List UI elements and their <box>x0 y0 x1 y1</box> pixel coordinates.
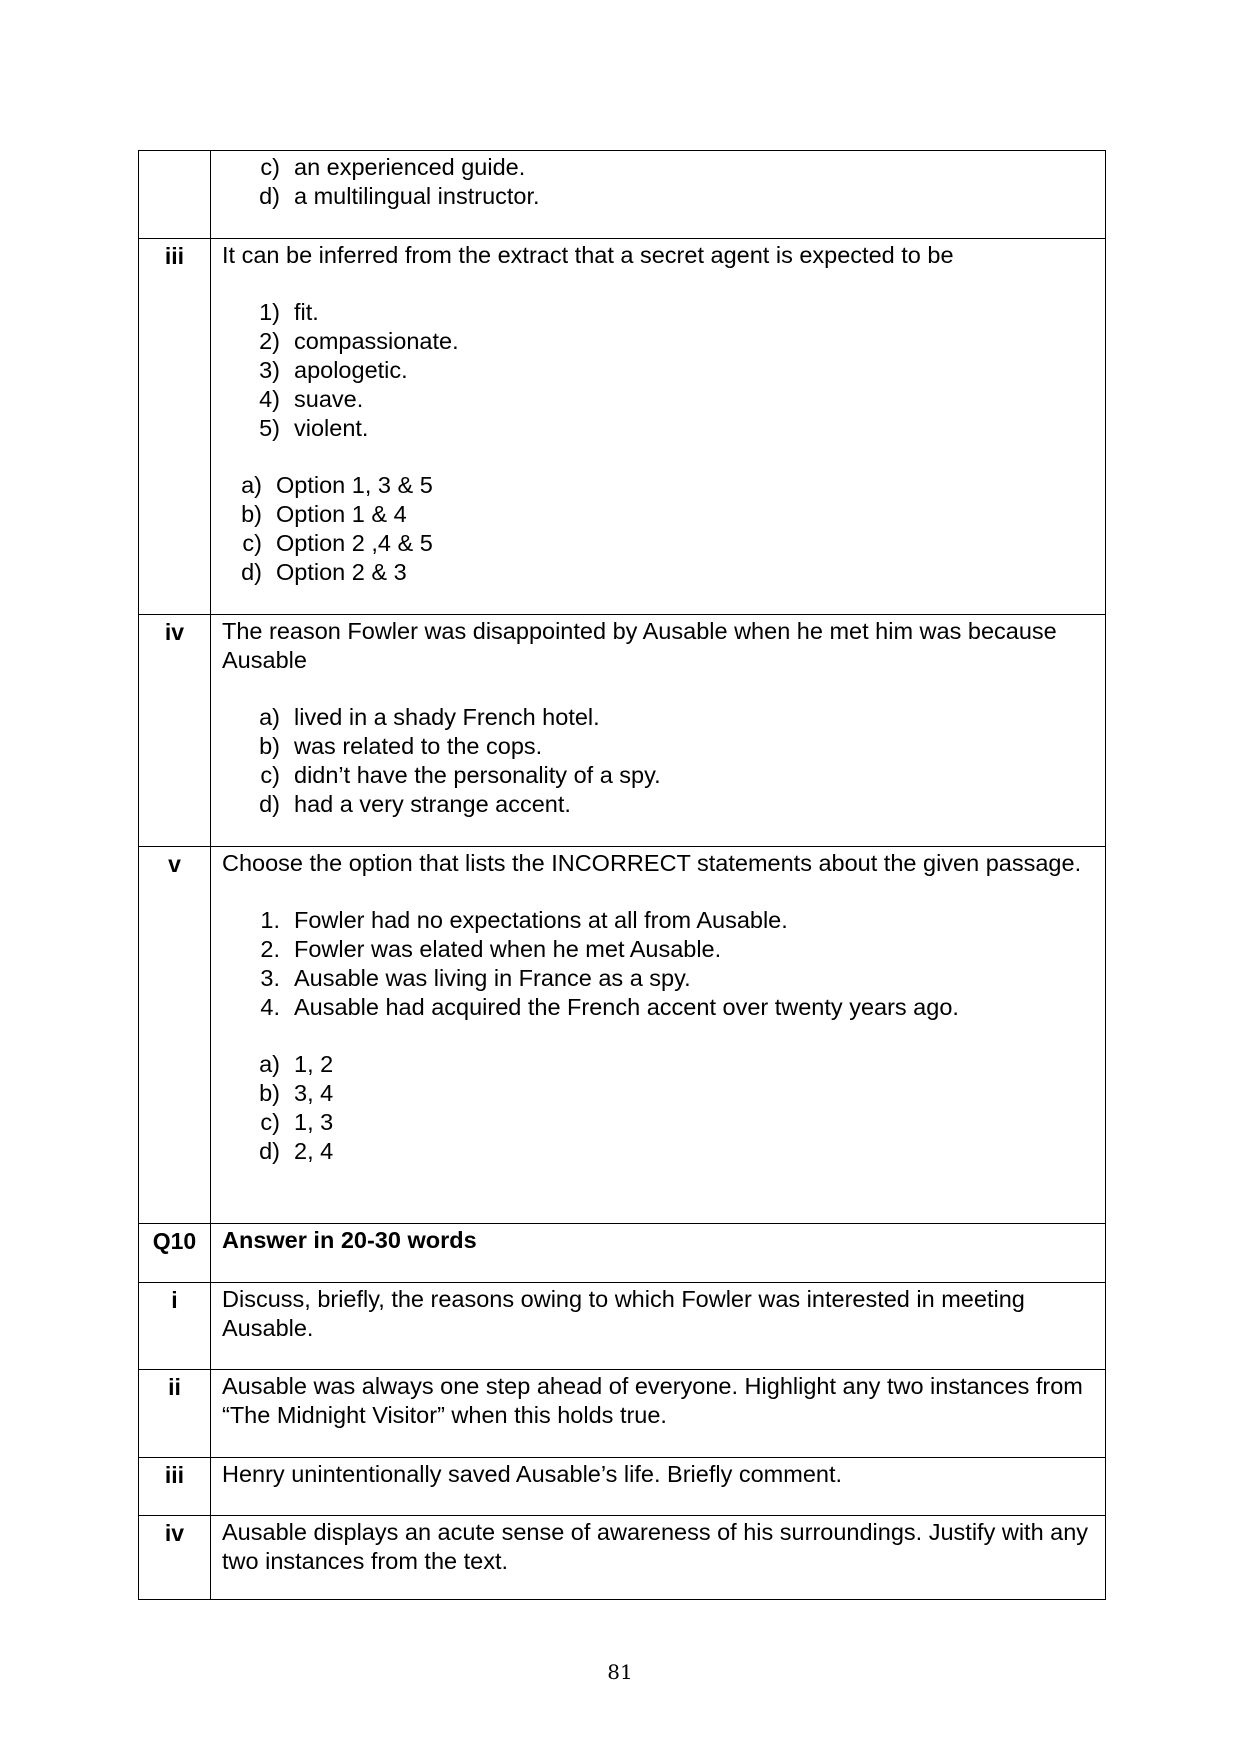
question-row <box>139 615 1106 847</box>
item-text: suave. <box>294 386 364 412</box>
statement-item <box>222 964 1105 993</box>
option-text: didn’t have the personality of a spy. <box>294 762 661 788</box>
statement-item <box>222 385 1105 414</box>
option-label: b) <box>259 1080 280 1106</box>
option-text: 1, 3 <box>294 1109 334 1135</box>
answer-options <box>222 471 1105 587</box>
option-label: c) <box>260 762 280 788</box>
question-stem: Discuss, briefly, the reasons owing to which Fowler was interested in meeting Ausable. <box>211 1283 1106 1370</box>
answer-option <box>222 761 1105 790</box>
statement-item <box>222 906 1105 935</box>
question-stem: Ausable was always one step ahead of everyone. Highlight any two instances from “The Midnight Visitor” when this holds true. <box>211 1370 1106 1458</box>
item-text: Ausable was living in France as a spy. <box>294 965 691 991</box>
question-row <box>139 239 1106 615</box>
item-label: 4. <box>260 994 280 1020</box>
item-label: 2) <box>259 328 280 354</box>
item-label: 4) <box>259 386 280 412</box>
item-label: 1) <box>259 299 280 325</box>
option-label: a) <box>259 704 280 730</box>
item-label: 3. <box>260 965 280 991</box>
item-label: 2. <box>260 936 280 962</box>
question-table <box>138 150 1106 1600</box>
answer-option <box>222 500 1105 529</box>
answer-option <box>222 1079 1105 1108</box>
option-text: Option 2 & 3 <box>276 559 407 585</box>
section-heading-row <box>139 1224 1106 1283</box>
answer-option <box>222 471 1105 500</box>
page-number: 81 <box>607 1660 633 1684</box>
question-number: v <box>139 847 211 1224</box>
question-body <box>211 239 1106 615</box>
answer-options <box>222 153 1105 211</box>
question-stem: Ausable displays an acute sense of awareness of his surroundings. Justify with any two instances from the text. <box>211 1516 1106 1600</box>
option-text: 1, 2 <box>294 1051 334 1077</box>
item-text: Fowler had no expectations at all from Ausable. <box>294 907 788 933</box>
answer-option <box>222 1050 1105 1079</box>
answer-option <box>222 1137 1105 1166</box>
question-row <box>139 1283 1106 1370</box>
question-row <box>139 1516 1106 1600</box>
answer-option <box>222 732 1105 761</box>
answer-options <box>222 1050 1105 1166</box>
answer-options <box>222 703 1105 819</box>
answer-option <box>222 790 1105 819</box>
question-number: iv <box>139 615 211 847</box>
answer-option <box>222 182 1105 211</box>
option-text: was related to the cops. <box>294 733 543 759</box>
option-text: a multilingual instructor. <box>294 183 540 209</box>
item-text: compassionate. <box>294 328 459 354</box>
question-row <box>139 1370 1106 1458</box>
option-label: c) <box>260 154 280 180</box>
answer-option <box>222 153 1105 182</box>
question-body <box>211 151 1106 239</box>
question-stem: The reason Fowler was disappointed by Ausable when he met him was because Ausable <box>222 618 1057 673</box>
item-label: 3) <box>259 357 280 383</box>
statement-item <box>222 298 1105 327</box>
option-label: b) <box>259 733 280 759</box>
question-number: i <box>139 1283 211 1370</box>
statement-item <box>222 356 1105 385</box>
question-stem: It can be inferred from the extract that a secret agent is expected to be <box>222 242 954 268</box>
question-row <box>139 847 1106 1224</box>
question-number: iii <box>139 239 211 615</box>
question-body <box>211 615 1106 847</box>
statement-item <box>222 327 1105 356</box>
option-label: c) <box>242 530 262 556</box>
answer-option <box>222 558 1105 587</box>
item-label: 1. <box>260 907 280 933</box>
answer-option <box>222 529 1105 558</box>
section-heading: Answer in 20-30 words <box>211 1224 1106 1283</box>
answer-option <box>222 703 1105 732</box>
question-body <box>211 847 1106 1224</box>
question-number: iii <box>139 1458 211 1516</box>
item-label: 5) <box>259 415 280 441</box>
option-text: Option 2 ,4 & 5 <box>276 530 433 556</box>
option-label: a) <box>259 1051 280 1077</box>
option-text: 3, 4 <box>294 1080 334 1106</box>
statement-list <box>222 906 1105 1022</box>
option-label: b) <box>241 501 262 527</box>
option-label: d) <box>259 791 280 817</box>
option-text: Option 1 & 4 <box>276 501 407 527</box>
question-sheet <box>138 150 1106 1600</box>
question-number <box>139 151 211 239</box>
item-text: apologetic. <box>294 357 408 383</box>
statement-item <box>222 993 1105 1022</box>
option-text: lived in a shady French hotel. <box>294 704 600 730</box>
question-row <box>139 1458 1106 1516</box>
option-text: had a very strange accent. <box>294 791 571 817</box>
question-stem: Choose the option that lists the INCORRECT statements about the given passage. <box>222 850 1082 876</box>
question-stem: Henry unintentionally saved Ausable’s life. Briefly comment. <box>211 1458 1106 1516</box>
option-label: d) <box>259 1138 280 1164</box>
question-number: ii <box>139 1370 211 1458</box>
item-text: Fowler was elated when he met Ausable. <box>294 936 722 962</box>
statement-item <box>222 935 1105 964</box>
item-text: Ausable had acquired the French accent over twenty years ago. <box>294 994 959 1020</box>
option-label: a) <box>241 472 262 498</box>
option-label: d) <box>241 559 262 585</box>
question-number: Q10 <box>139 1224 211 1283</box>
option-text: Option 1, 3 & 5 <box>276 472 433 498</box>
option-label: d) <box>259 183 280 209</box>
answer-option <box>222 1108 1105 1137</box>
option-text: 2, 4 <box>294 1138 334 1164</box>
question-row <box>139 151 1106 239</box>
option-text: an experienced guide. <box>294 154 526 180</box>
item-text: fit. <box>294 299 319 325</box>
question-number: iv <box>139 1516 211 1600</box>
statement-list <box>222 298 1105 443</box>
item-text: violent. <box>294 415 369 441</box>
option-label: c) <box>260 1109 280 1135</box>
statement-item <box>222 414 1105 443</box>
